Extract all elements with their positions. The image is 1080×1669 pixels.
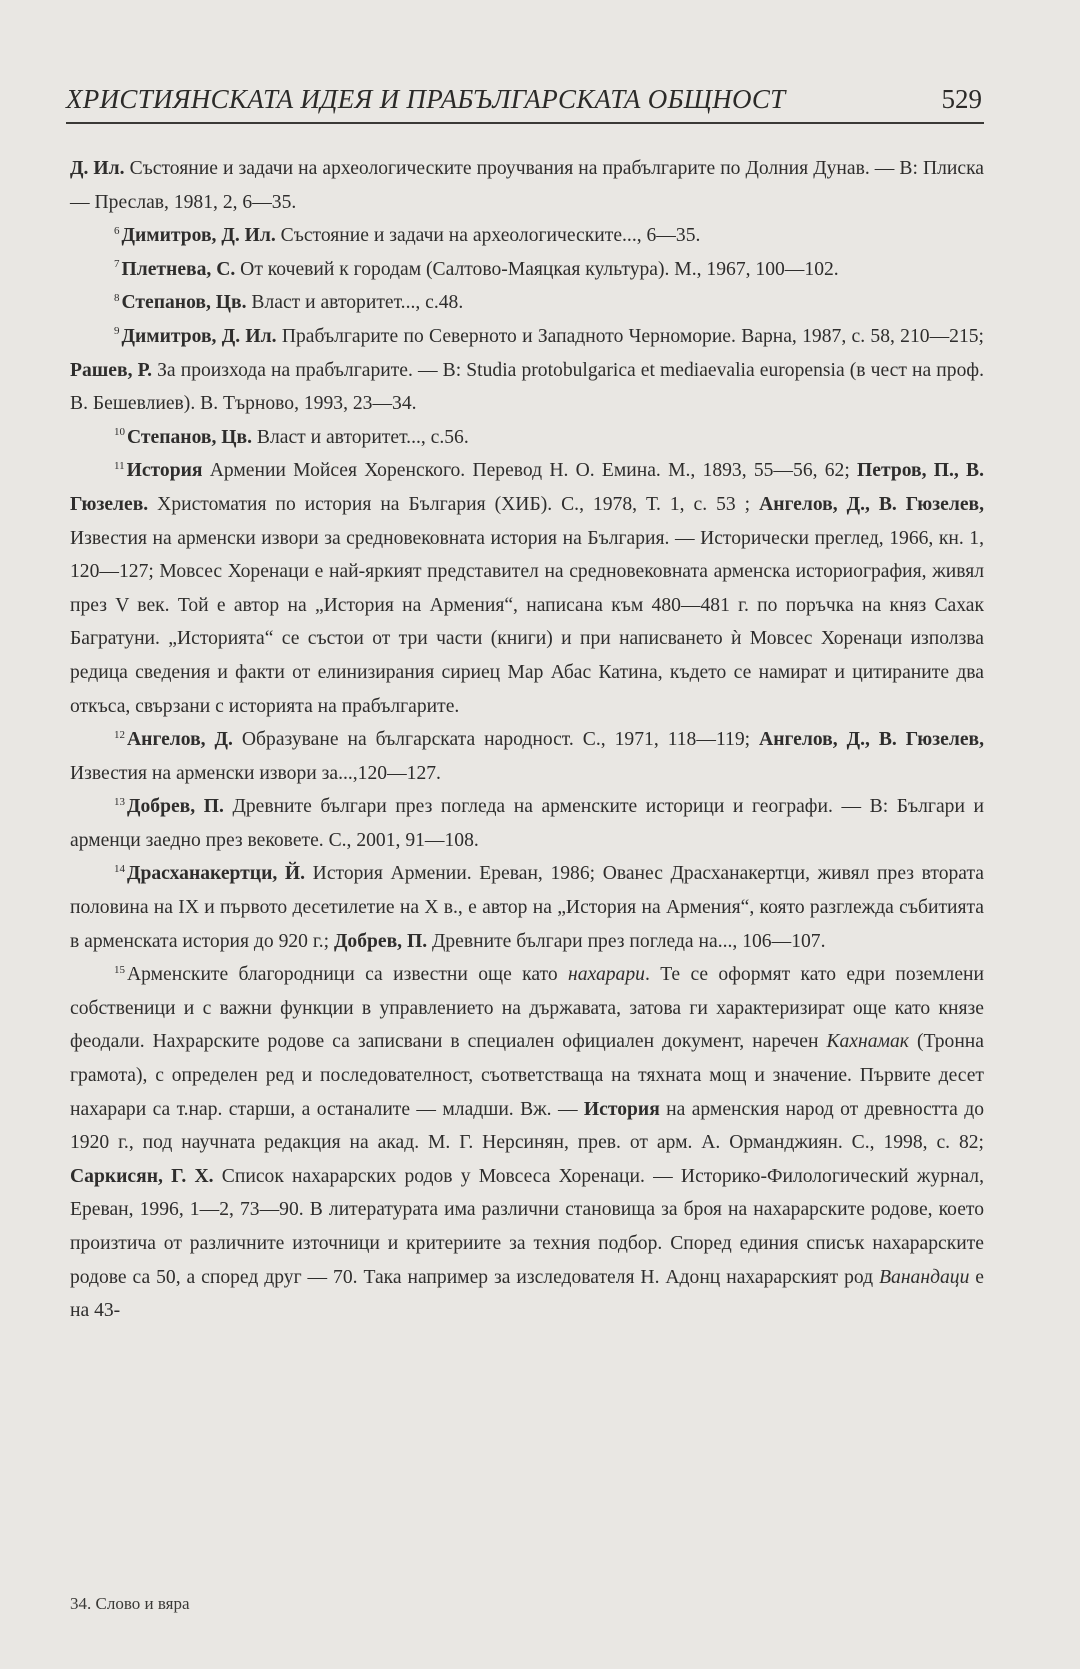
author-name: Добрев, П. bbox=[127, 796, 224, 818]
author-name: Степанов, Цв. bbox=[121, 292, 247, 314]
footnote bbox=[70, 421, 984, 455]
footnote-number: 11 bbox=[114, 459, 125, 472]
footnote-text: Прабългарите по Северното и Западното Черноморие. Варна, 1987, с. 58, 210—215; bbox=[276, 325, 984, 347]
footnote bbox=[70, 320, 984, 421]
footnote-text: Древните българи през погледа на арменските историци и географи. — В: Българи и арменци заедно през вековете. С., 2001, 91—108. bbox=[70, 796, 984, 851]
footnote bbox=[70, 152, 984, 219]
footnote-number: 10 bbox=[114, 426, 125, 439]
footnote-text: на арменския народ от древността до 1920 г., под научната редакция на акад. М. Г. Нерсинян, прев. от арм. А. Орманджиян. С., 1998, с. 82; bbox=[70, 1098, 984, 1154]
author-name: Добрев, П. bbox=[333, 930, 428, 952]
author-name: История bbox=[583, 1098, 660, 1120]
footnote-text: . Те се оформят като едри поземлени собственици и с важни функции в управлението на държавата, затова ги характеризират още като князе феодали. Нахрарските родове са записвани в специален официален документ, наречен bbox=[70, 964, 984, 1053]
footnote bbox=[70, 723, 984, 790]
footnote-text: Известия на арменски извори за средновековната история на България. — Исторически преглед, 1966, кн. 1, 120—127; Мовсес Хоренаци е най-яркият представител на средновековната арменска историография, живял през V век. Той е автор на „История на Армения“, написана към 480—481 г. по поръчка на княз Сахак Багратуни. „Историята“ се състои от три части (книги) и при написването ѝ Мовсес Хоренаци използва редица сведения и факти от елинизирания сириец Мар Абас Катина, където се намират и цитираните два откъса, свързани с историята на прабългарите. bbox=[70, 527, 984, 717]
footnote-text: История Армении. Ереван, 1986; Ованес Драсханакертци, живял през втората половина на IX и първото десетилетие на X в., е автор на „История на Армения“, която разглежда събитията в арменската история до 920 г.; bbox=[70, 863, 984, 952]
author-name: Саркисян, Г. Х. bbox=[70, 1165, 214, 1187]
footnote-number: 6 bbox=[114, 224, 120, 237]
footnote bbox=[70, 790, 984, 857]
footnote bbox=[70, 958, 984, 1328]
footnote-text: Известия на арменски извори за...,120—127. bbox=[70, 762, 441, 784]
running-title: ХРИСТИЯНСКАТА ИДЕЯ И ПРАБЪЛГАРСКАТА ОБЩНОСТ bbox=[66, 84, 786, 114]
footnote-text: (Тронна грамота), с определен ред и последователност, съответстваща на тяхната мощ и значение. Първите десет нахарари са т.нар. старши, а останалите — младши. Вж. — bbox=[70, 1031, 984, 1120]
running-header bbox=[66, 78, 984, 124]
footnote-number: 14 bbox=[114, 862, 125, 875]
printer-signature: 34. Слово и вяра bbox=[70, 1594, 190, 1613]
footnote-text: е на 43- bbox=[70, 1266, 984, 1322]
footnote-text: Власт и авторитет..., с.48. bbox=[246, 292, 464, 314]
footnote-number: 7 bbox=[114, 258, 120, 271]
author-name: Драсханакертци, Й. bbox=[127, 863, 306, 885]
page-number: 529 bbox=[941, 84, 982, 114]
footnote-number: 15 bbox=[114, 963, 125, 976]
footnote-text: Образуване на българската народност. С., 1971, 118—119; bbox=[232, 729, 760, 751]
footnote bbox=[70, 454, 984, 723]
footnote-number: 12 bbox=[114, 728, 125, 741]
footnotes-list bbox=[70, 152, 984, 1328]
italic-term: нахарари bbox=[568, 964, 645, 986]
author-name: Рашев, Р. bbox=[70, 359, 152, 381]
footnote-text: Състояние и задачи на археологическите..., 6—35. bbox=[275, 225, 701, 247]
author-name: Димитров, Д. Ил. bbox=[121, 325, 277, 347]
footnote-number: 8 bbox=[114, 291, 120, 304]
author-name: Ангелов, Д., В. Гюзелев, bbox=[759, 729, 984, 751]
footnote bbox=[70, 219, 984, 253]
italic-term: Ванандаци bbox=[879, 1266, 970, 1288]
author-name: Ангелов, Д. bbox=[127, 729, 233, 751]
footnote bbox=[70, 286, 984, 320]
footnote-text: Христоматия по история на България (ХИБ). С., 1978, Т. 1, с. 53 ; bbox=[148, 493, 760, 515]
footnote-number: 9 bbox=[114, 325, 120, 338]
footnote-number: 13 bbox=[114, 795, 125, 808]
footnote-text: За произхода на прабългарите. — В: Studia protobulgarica et mediaevalia europensia (в чест на проф. В. Бешевлиев). В. Търново, 1993, 23—34. bbox=[70, 359, 984, 415]
author-name: Плетнева, С. bbox=[121, 258, 236, 280]
author-name: Д. Ил. bbox=[70, 158, 125, 179]
footnote-text: Список нахарарских родов у Мовсеса Хоренаци. — Историко-Филологический журнал, Ереван, 1996, 1—2, 73—90. В литературата има различни становища за броя на нахарарските родове, което произтича от различните източници и критериите за техния подбор. Според единия списък нахарарските родове са 50, а според друг — 70. Така например за изследователя Н. Адонц нахарарският род bbox=[70, 1165, 984, 1288]
footnote-text: Армении Мойсея Хоренского. Перевод Н. О. Емина. М., 1893, 55—56, 62; bbox=[202, 460, 858, 482]
footnote-text: Древните българи през погледа на..., 106—107. bbox=[427, 930, 826, 952]
author-name: Степанов, Цв. bbox=[127, 426, 252, 448]
footnote-text: От кочевий к городам (Салтово-Маяцкая культура). М., 1967, 100—102. bbox=[235, 258, 839, 280]
footnote-text: Власт и авторитет..., с.56. bbox=[252, 426, 469, 448]
author-name: Димитров, Д. Ил. bbox=[121, 225, 276, 247]
footnote-text: Състояние и задачи на археологическите проучвания на прабългарите по Долния Дунав. — В: Плиска — Преслав, 1981, 2, 6—35. bbox=[70, 158, 984, 213]
italic-term: Кахнамак bbox=[826, 1031, 909, 1053]
footnote-text: Арменските благородници са известни още като bbox=[127, 964, 568, 986]
author-name: История bbox=[126, 460, 203, 482]
author-name: Ангелов, Д., В. Гюзелев, bbox=[759, 493, 984, 515]
footnote bbox=[70, 253, 984, 287]
footnote bbox=[70, 857, 984, 958]
author-name: Петров, П., В. Гюзелев. bbox=[70, 460, 984, 515]
